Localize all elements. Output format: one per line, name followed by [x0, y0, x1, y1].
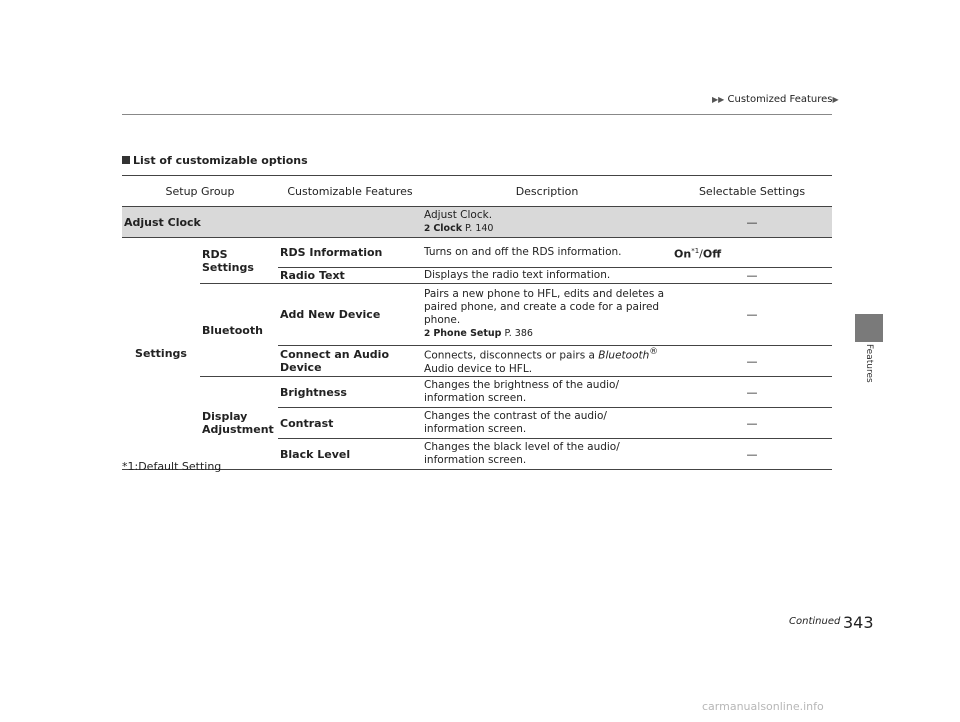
feature-cell: Contrast [278, 408, 422, 439]
settings-cell: — [672, 284, 832, 346]
option-separator: / [699, 247, 703, 261]
reference-arrow-icon: 2 [424, 329, 431, 339]
page-number: 343 [843, 613, 874, 632]
feature-cell: RDS Information [278, 238, 422, 268]
description-text: Adjust Clock. [424, 208, 493, 221]
square-bullet-icon [122, 156, 130, 164]
settings-cell: — [672, 408, 832, 439]
table-header-row [122, 176, 832, 207]
reference-label: Clock [433, 222, 463, 234]
settings-cell: — [672, 268, 832, 284]
header-description: Description [422, 176, 672, 207]
breadcrumb-end-arrow-icon: ▶ [832, 95, 839, 104]
settings-cell: — [672, 346, 832, 377]
feature-cell: Black Level [278, 439, 422, 470]
feature-cell: Add New Device [278, 284, 422, 346]
section-title-text: List of customizable options [133, 154, 308, 167]
chapter-tab[interactable] [855, 314, 883, 342]
subgroup-bluetooth: Bluetooth [200, 284, 278, 377]
feature-cell: Brightness [278, 377, 422, 408]
reference-page: P. 140 [462, 222, 494, 234]
description-cell [422, 346, 672, 377]
footnote: *1:Default Setting [122, 460, 222, 473]
subgroup-display: Display Adjustment [200, 377, 278, 470]
footnote-marker: *1 [691, 246, 700, 255]
cross-reference-link[interactable] [424, 222, 670, 236]
cross-reference-link[interactable] [424, 327, 670, 341]
header-setup-group: Setup Group [122, 176, 278, 207]
header-features: Customizable Features [278, 176, 422, 207]
description-text-post: Audio device to HFL. [424, 362, 533, 375]
settings-cell: — [672, 439, 832, 470]
description-cell [422, 207, 672, 238]
header-divider [122, 114, 832, 115]
table-row [122, 377, 832, 408]
breadcrumb-label[interactable]: Customized Features [727, 94, 833, 105]
table-row [122, 238, 832, 268]
description-italic: Bluetooth [598, 349, 650, 362]
description-cell: Displays the radio text information. [422, 268, 672, 284]
description-cell: Changes the black level of the audio/ information screen. [422, 439, 672, 470]
feature-cell: Radio Text [278, 268, 422, 284]
group-adjust-clock: Adjust Clock [122, 207, 422, 238]
settings-cell: — [672, 377, 832, 408]
chapter-tab-label: Features [864, 344, 874, 383]
header-settings: Selectable Settings [672, 176, 832, 207]
description-cell: Changes the brightness of the audio/ information screen. [422, 377, 672, 408]
watermark: carmanualsonline.info [702, 700, 824, 713]
reference-page: P. 386 [501, 328, 533, 339]
continued-label: Continued [789, 616, 841, 627]
breadcrumb-arrow-icon: ▶▶ [712, 95, 725, 104]
description-cell: Changes the contrast of the audio/ information screen. [422, 408, 672, 439]
table-row [122, 284, 832, 346]
registered-mark: ® [649, 347, 659, 358]
feature-cell: Connect an Audio Device [278, 346, 422, 377]
section-title [122, 154, 308, 167]
table-row [122, 207, 832, 238]
description-cell [422, 284, 672, 346]
breadcrumb [712, 94, 839, 105]
option-off: Off [702, 247, 722, 261]
options-table [122, 175, 832, 470]
reference-label: Phone Setup [433, 328, 502, 339]
subgroup-rds: RDS Settings [200, 238, 278, 284]
group-settings: Settings [122, 238, 200, 470]
reference-arrow-icon: 2 [424, 223, 431, 234]
settings-cell: — [672, 207, 832, 238]
settings-cell [672, 238, 832, 268]
description-cell: Turns on and off the RDS information. [422, 238, 672, 268]
option-on: On [674, 247, 692, 261]
chapter-tab-label-wrap [864, 344, 878, 404]
description-text: Pairs a new phone to HFL, edits and deletes a paired phone, and create a code for a paired phone. [424, 288, 665, 326]
description-text-pre: Connects, disconnects or pairs a [424, 349, 599, 362]
